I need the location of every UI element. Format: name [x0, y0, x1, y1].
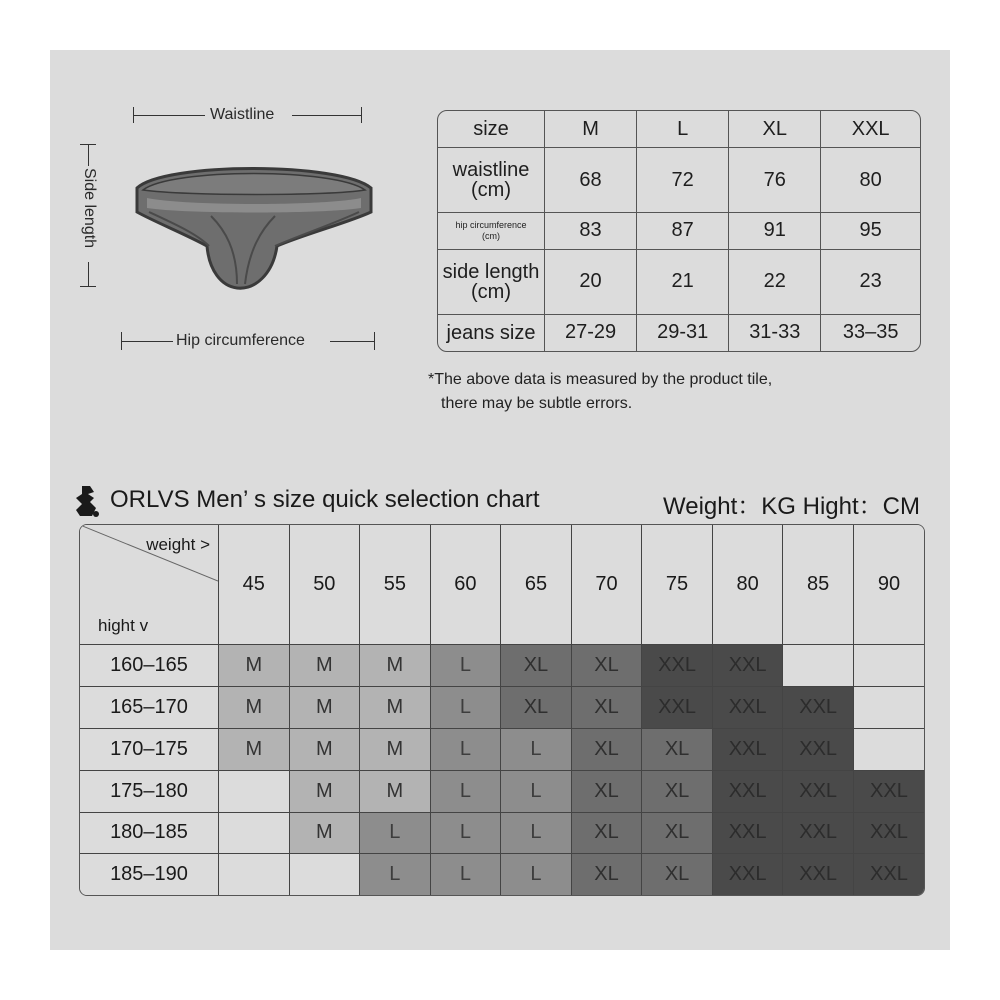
row-label: waistline (cm): [438, 148, 545, 212]
side-length-label: Side length: [81, 168, 98, 249]
table-cell: 76: [729, 148, 821, 212]
size-cell: XL: [501, 645, 572, 687]
size-cell: [853, 728, 924, 770]
size-cell: XXL: [712, 645, 783, 687]
size-cell: XL: [571, 770, 642, 812]
height-row: [80, 645, 924, 687]
size-cell: M: [360, 728, 431, 770]
size-cell: XXL: [712, 812, 783, 854]
size-cell: [219, 812, 290, 854]
size-cell: M: [219, 645, 290, 687]
height-row: [80, 728, 924, 770]
size-cell: L: [501, 728, 572, 770]
weight-header-row: [80, 525, 924, 645]
weight-cell: 80: [712, 525, 783, 645]
table-cell: 91: [729, 212, 821, 250]
size-cell: L: [430, 686, 501, 728]
size-cell: XXL: [642, 645, 713, 687]
size-cell: XL: [571, 645, 642, 687]
size-cell: M: [289, 728, 360, 770]
table-cell: 72: [637, 148, 729, 212]
height-row: [80, 770, 924, 812]
table-row: [438, 148, 920, 212]
size-cell: M: [219, 728, 290, 770]
size-cell: M: [360, 686, 431, 728]
briefs-illustration: [125, 150, 385, 300]
size-cell: M: [360, 770, 431, 812]
size-cell: XL: [642, 854, 713, 895]
size-cell: XL: [501, 686, 572, 728]
table-cell: 95: [821, 212, 920, 250]
table-row: [438, 212, 920, 250]
size-cell: XL: [571, 686, 642, 728]
table-cell: 27-29: [545, 314, 637, 351]
size-cell: M: [289, 812, 360, 854]
size-cell: XXL: [783, 686, 854, 728]
size-cell: XL: [571, 854, 642, 895]
weight-cell: 45: [219, 525, 290, 645]
size-cell: L: [430, 770, 501, 812]
weight-cell: 55: [360, 525, 431, 645]
size-cell: M: [289, 645, 360, 687]
size-cell: L: [360, 854, 431, 895]
table-header-row: [438, 111, 920, 148]
size-cell: XXL: [853, 854, 924, 895]
weight-cell: 65: [501, 525, 572, 645]
size-cell: XXL: [712, 686, 783, 728]
weight-cell: 85: [783, 525, 854, 645]
size-cell: XL: [571, 812, 642, 854]
size-cell: XXL: [783, 854, 854, 895]
table-cell: 68: [545, 148, 637, 212]
height-axis-label: hight v: [98, 616, 149, 636]
weight-axis-label: weight >: [146, 535, 210, 554]
size-cell: XXL: [712, 770, 783, 812]
size-cell: [853, 645, 924, 687]
height-row: [80, 812, 924, 854]
corner-cell: [80, 525, 219, 645]
size-cell: L: [430, 812, 501, 854]
height-cell: 160–165: [80, 645, 219, 687]
note-line: *The above data is measured by the product tile,: [428, 371, 773, 388]
chart-units: Weight：KG Hight：CM: [663, 493, 920, 520]
table-cell: 87: [637, 212, 729, 250]
note-line: there may be subtle errors.: [441, 395, 633, 412]
size-cell: XXL: [642, 686, 713, 728]
size-cell: L: [430, 645, 501, 687]
table-row: [438, 250, 920, 314]
size-cell: [289, 854, 360, 895]
table-row: [438, 314, 920, 351]
size-cell: [219, 770, 290, 812]
measurement-note: [428, 368, 772, 416]
table-cell: 29-31: [637, 314, 729, 351]
size-cell: XL: [571, 728, 642, 770]
hip-circumference-label: Hip circumference: [176, 332, 305, 349]
size-cell: L: [360, 812, 431, 854]
size-cell: M: [289, 686, 360, 728]
table-header-cell: size: [438, 111, 545, 148]
table-cell: 23: [821, 250, 920, 314]
table-header-cell: XXL: [821, 111, 920, 148]
size-cell: XXL: [853, 812, 924, 854]
size-cell: XXL: [712, 854, 783, 895]
chart-title: ORLVS Men’ s size quick selection chart: [110, 486, 540, 513]
height-row: [80, 686, 924, 728]
table-cell: 22: [729, 250, 821, 314]
weight-cell: 75: [642, 525, 713, 645]
table-cell: 80: [821, 148, 920, 212]
weight-cell: 90: [853, 525, 924, 645]
size-cell: XL: [642, 812, 713, 854]
table-cell: 33–35: [821, 314, 920, 351]
height-cell: 165–170: [80, 686, 219, 728]
size-cell: XL: [642, 728, 713, 770]
size-cell: L: [501, 812, 572, 854]
table-cell: 20: [545, 250, 637, 314]
weight-cell: 60: [430, 525, 501, 645]
height-cell: 180–185: [80, 812, 219, 854]
height-cell: 170–175: [80, 728, 219, 770]
height-row: [80, 854, 924, 895]
size-cell: XXL: [712, 728, 783, 770]
size-measurement-table: [437, 110, 921, 352]
weight-cell: 50: [289, 525, 360, 645]
size-cell: [783, 645, 854, 687]
table-header-cell: M: [545, 111, 637, 148]
height-cell: 185–190: [80, 854, 219, 895]
size-cell: L: [430, 854, 501, 895]
chart-header: [72, 478, 932, 522]
brand-logo-icon: [72, 484, 104, 518]
row-label: side length (cm): [438, 250, 545, 314]
size-cell: M: [289, 770, 360, 812]
table-cell: 83: [545, 212, 637, 250]
size-cell: L: [501, 854, 572, 895]
size-cell: XXL: [783, 770, 854, 812]
size-cell: L: [501, 770, 572, 812]
table-header-cell: L: [637, 111, 729, 148]
height-cell: 175–180: [80, 770, 219, 812]
table-cell: 31-33: [729, 314, 821, 351]
size-cell: L: [430, 728, 501, 770]
size-cell: M: [360, 645, 431, 687]
table-cell: 21: [637, 250, 729, 314]
size-cell: [853, 686, 924, 728]
table-header-cell: XL: [729, 111, 821, 148]
size-cell: XL: [642, 770, 713, 812]
size-cell: XXL: [783, 812, 854, 854]
size-cell: M: [219, 686, 290, 728]
row-label: hip circumference (cm): [438, 212, 545, 250]
size-selection-chart: [79, 524, 925, 896]
row-label: jeans size: [438, 314, 545, 351]
size-cell: XXL: [783, 728, 854, 770]
size-cell: XXL: [853, 770, 924, 812]
weight-cell: 70: [571, 525, 642, 645]
size-cell: [219, 854, 290, 895]
waistline-label: Waistline: [210, 106, 275, 123]
